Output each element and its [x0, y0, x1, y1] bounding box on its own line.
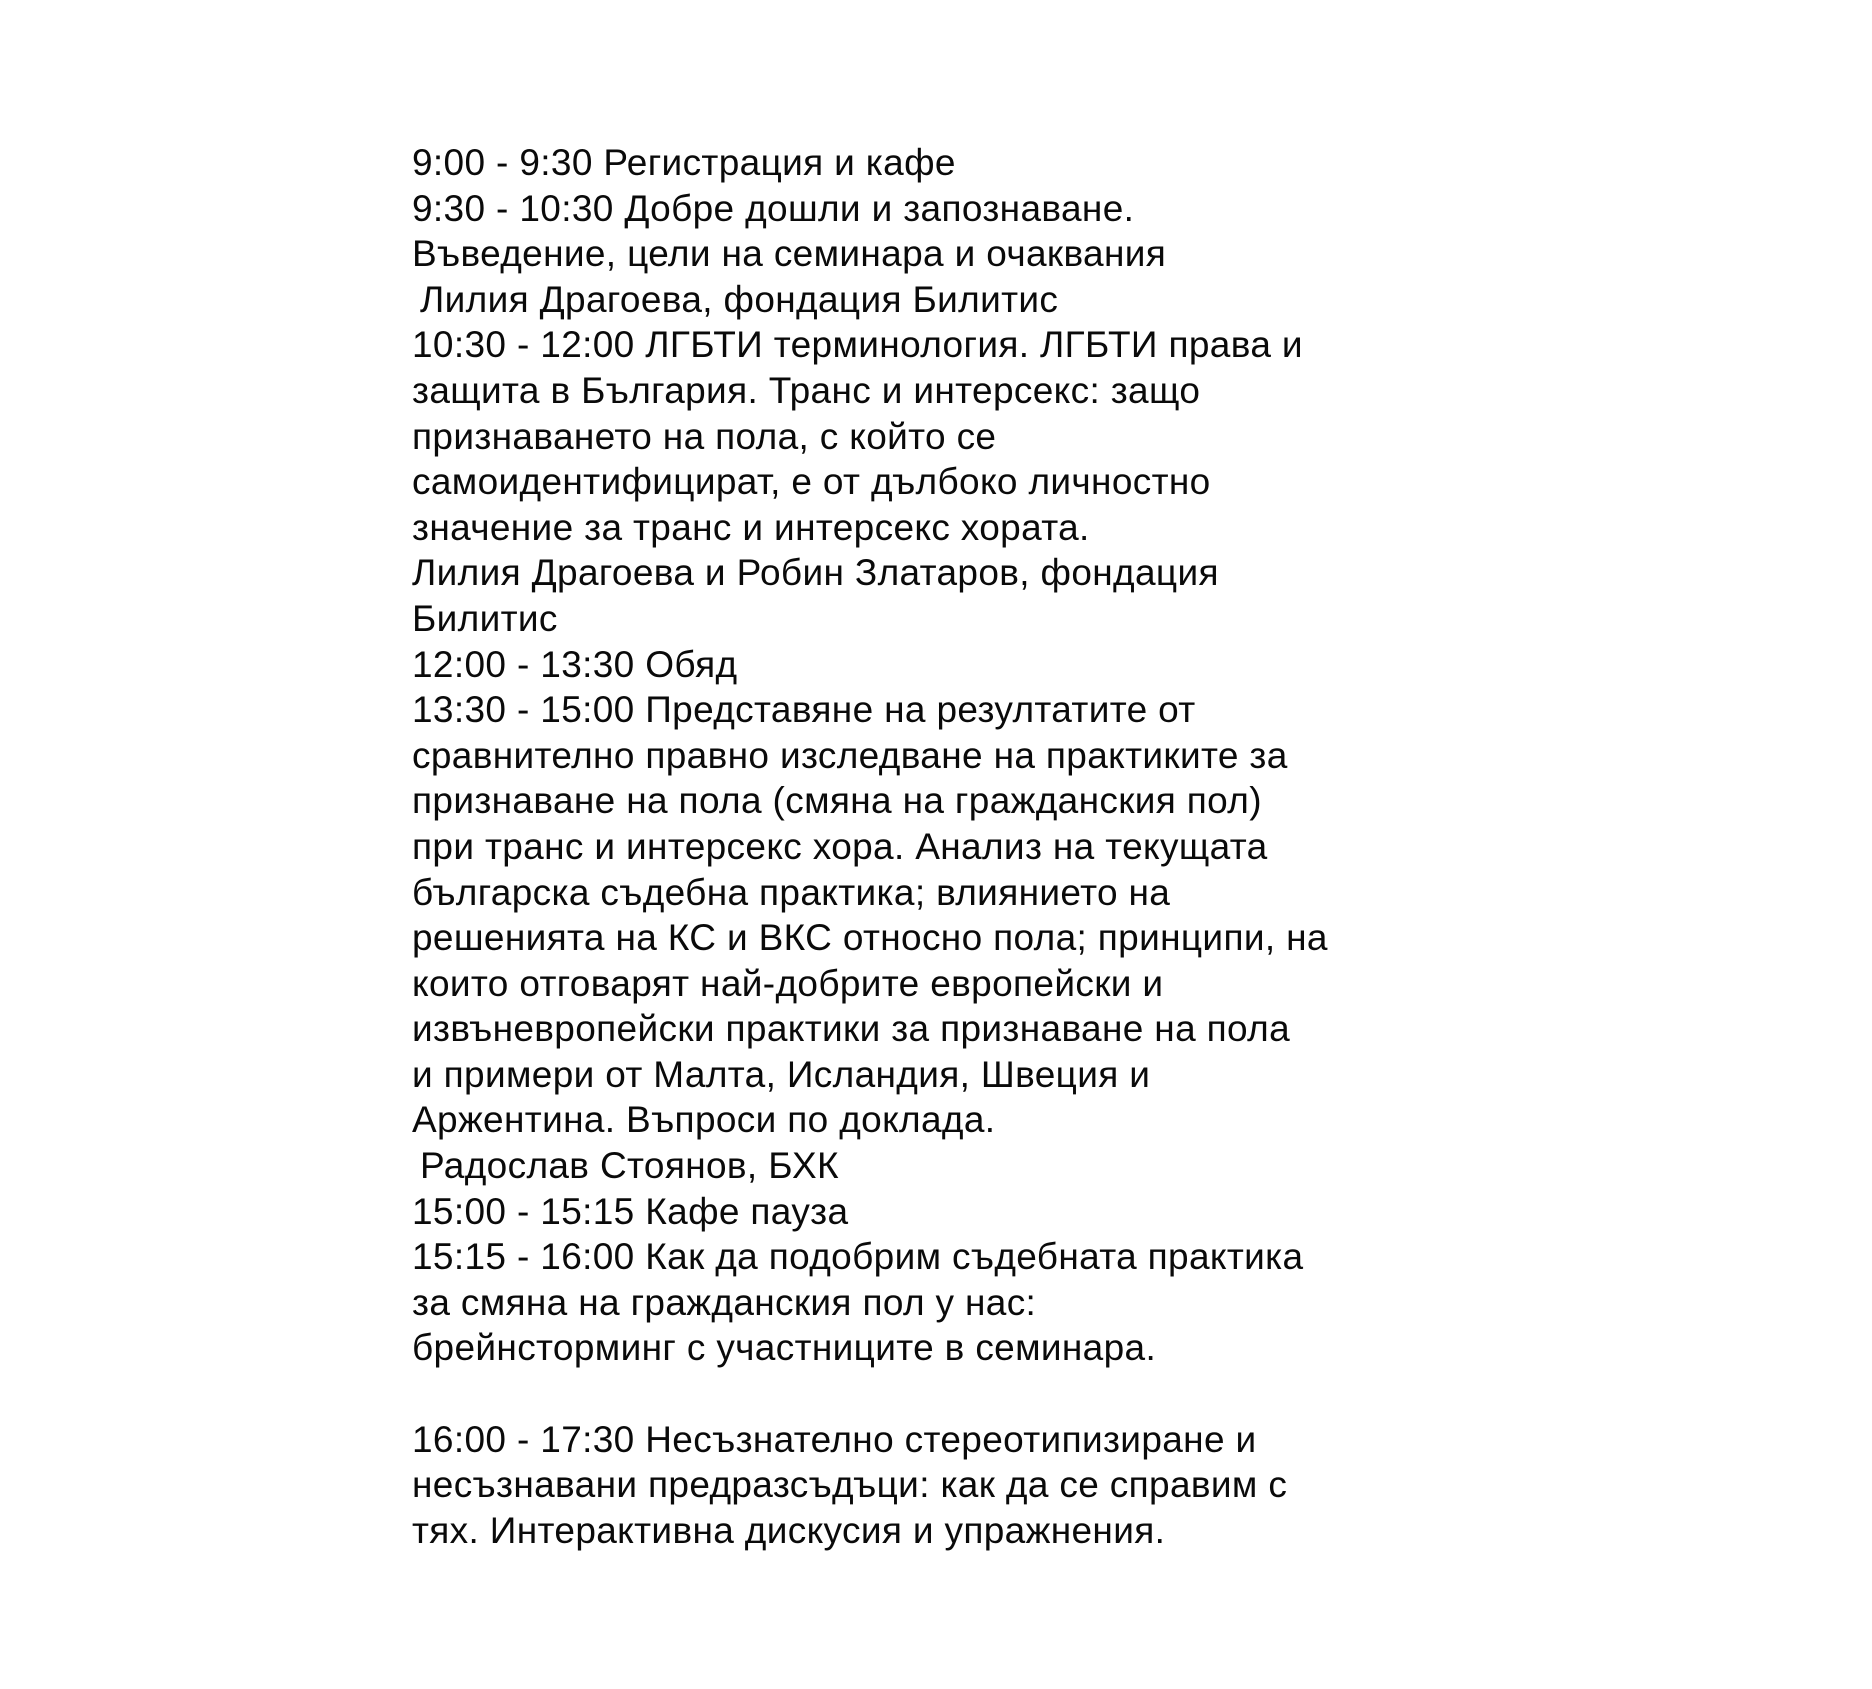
schedule-line: 13:30 - 15:00 Представяне на резултатите от — [412, 689, 1196, 731]
schedule-line: и примери от Малта, Исландия, Швеция и — [412, 1053, 1151, 1095]
schedule-line: българска съдебна практика; влиянието на — [412, 871, 1171, 913]
schedule-line: Въведение, цели на семинара и очаквания — [412, 233, 1167, 275]
speaker-line: Лилия Драгоева, фондация Билитис — [420, 278, 1059, 320]
schedule-line: 12:00 - 13:30 Обяд — [412, 643, 738, 685]
schedule-line: несъзнавани предразсъдъци: как да се справим с — [412, 1464, 1288, 1506]
schedule-line: които отговарят най-добрите европейски и — [412, 962, 1164, 1004]
seminar-schedule — [412, 140, 1472, 1553]
speaker-line: Билитис — [412, 597, 558, 639]
schedule-line: 15:15 - 16:00 Как да подобрим съдебната практика — [412, 1236, 1304, 1278]
schedule-line: защита в България. Транс и интерсекс: защо — [412, 369, 1201, 411]
schedule-line: при транс и интерсекс хора. Анализ на текущата — [412, 825, 1268, 867]
schedule-line: сравнително правно изследване на практиките за — [412, 734, 1288, 776]
schedule-line: признаването на пола, с който се — [412, 415, 997, 457]
schedule-line: брейнсторминг с участниците в семинара. — [412, 1327, 1157, 1369]
schedule-line: за смяна на гражданския пол у нас: — [412, 1281, 1037, 1323]
schedule-line: признаване на пола (смяна на гражданския пол) — [412, 780, 1262, 822]
speaker-line: Радослав Стоянов, БХК — [420, 1145, 839, 1187]
schedule-line: 9:00 - 9:30 Регистрация и кафе — [412, 142, 956, 183]
schedule-line: значение за транс и интерсекс хората. — [412, 506, 1090, 548]
schedule-line: 9:30 - 10:30 Добре дошли и запознаване. — [412, 187, 1135, 229]
schedule-line: решенията на КС и ВКС относно пола; принципи, на — [412, 917, 1328, 959]
blank-line — [412, 1371, 1472, 1417]
schedule-line: Аржентина. Въпроси по доклада. — [412, 1099, 996, 1141]
schedule-line: тях. Интерактивна дискусия и упражнения. — [412, 1509, 1166, 1551]
schedule-line: извъневропейски практики за признаване на пола — [412, 1008, 1291, 1050]
schedule-line: 16:00 - 17:30 Несъзнателно стереотипизиране и — [412, 1418, 1257, 1460]
schedule-line: самоидентифицират, е от дълбоко личностно — [412, 461, 1211, 503]
speaker-line: Лилия Драгоева и Робин Златаров, фондация — [412, 552, 1219, 594]
schedule-line: 15:00 - 15:15 Кафе пауза — [412, 1190, 849, 1232]
schedule-line: 10:30 - 12:00 ЛГБТИ терминология. ЛГБТИ права и — [412, 324, 1303, 366]
